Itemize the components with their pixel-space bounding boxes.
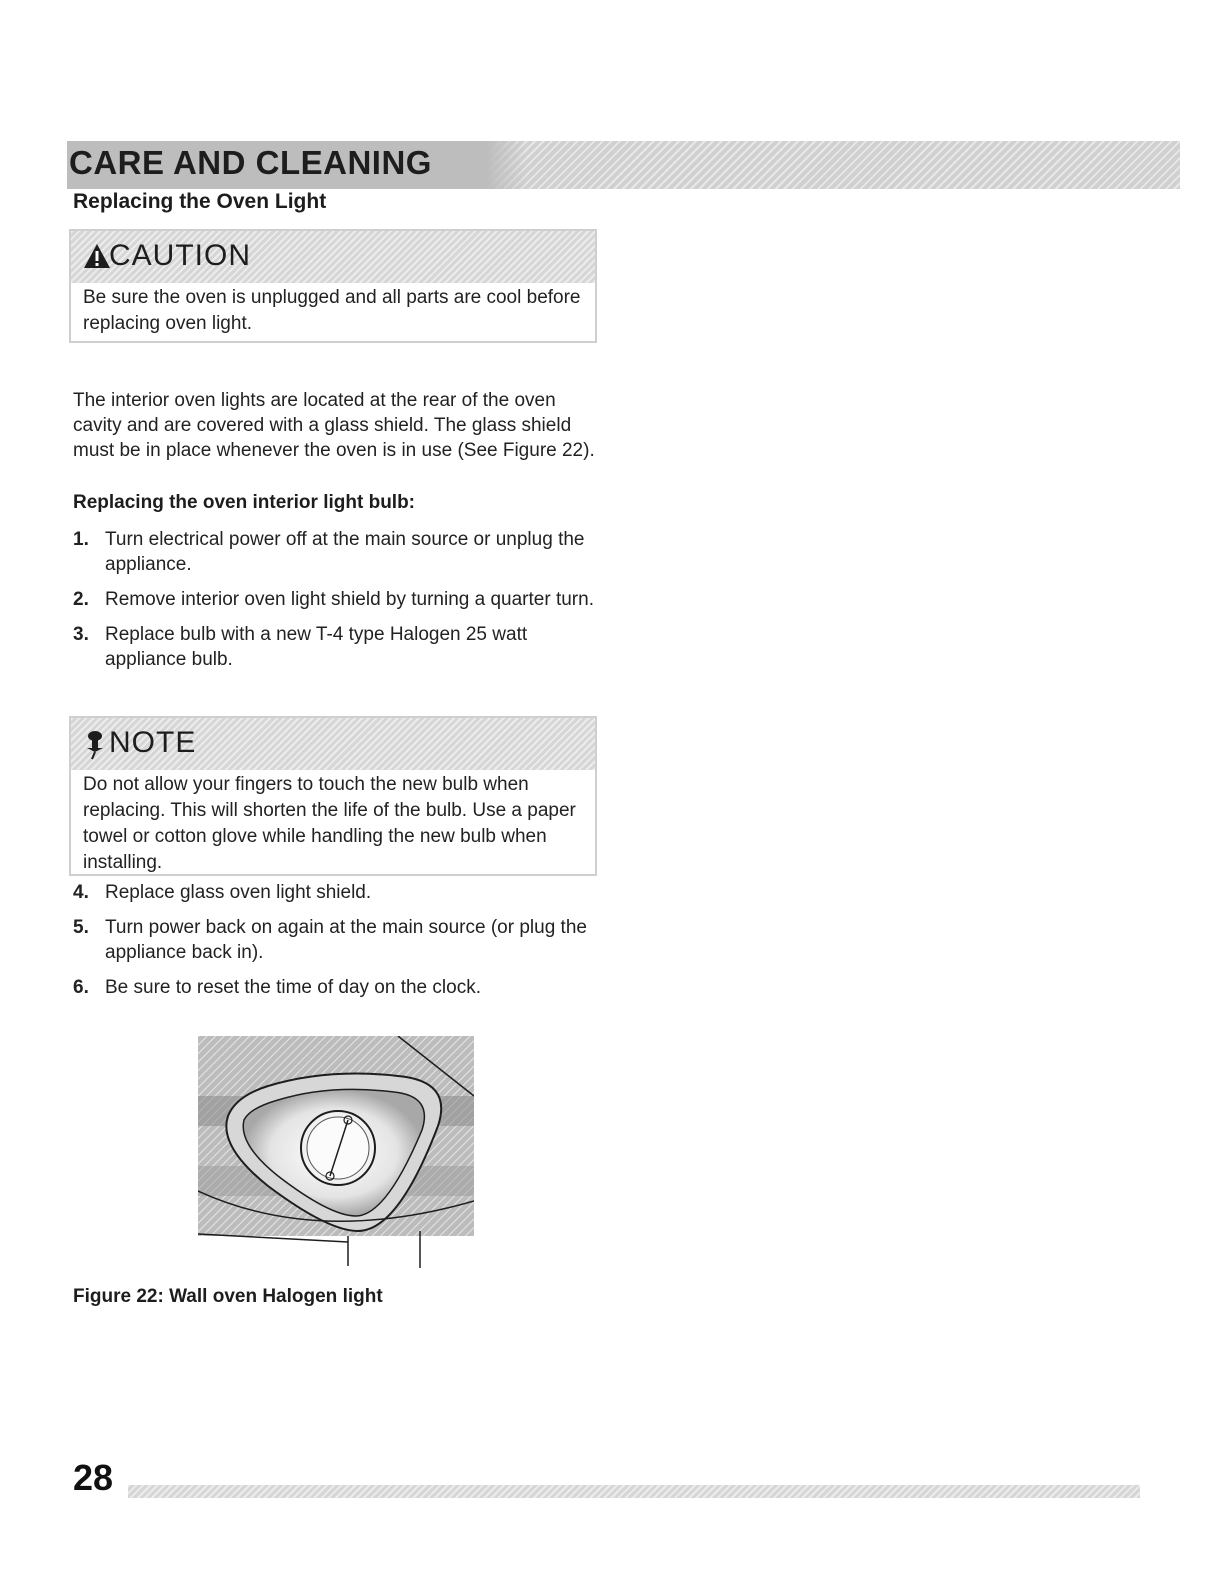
pushpin-icon [83, 730, 107, 765]
procedure-title: Replacing the oven interior light bulb: [73, 492, 416, 513]
page-number: 28 [73, 1457, 114, 1498]
step-text: Turn power back on again at the main source (or plug the appliance back in). [105, 917, 587, 963]
list-item [73, 622, 603, 672]
section-title: CARE AND CLEANING [69, 144, 432, 181]
step-number: 1. [73, 529, 89, 550]
step-text: Remove interior oven light shield by turning a quarter turn. [105, 589, 594, 610]
step-number: 6. [73, 977, 89, 998]
steps-list-part-1 [73, 527, 603, 682]
list-item [73, 527, 603, 577]
note-header [71, 718, 595, 770]
list-item [73, 915, 603, 965]
caution-box [69, 229, 597, 343]
list-item [73, 975, 603, 1000]
list-item [73, 587, 603, 612]
footer-band [128, 1485, 1140, 1498]
warning-triangle-icon [83, 243, 111, 274]
step-number: 2. [73, 589, 89, 610]
figure-caption: Figure 22: Wall oven Halogen light [73, 1286, 383, 1307]
steps-list-part-2 [73, 880, 603, 1010]
caution-text: Be sure the oven is unplugged and all parts are cool before replacing oven light. [83, 287, 581, 334]
caution-label: CAUTION [109, 239, 251, 272]
list-item [73, 880, 603, 905]
step-text: Replace glass oven light shield. [105, 882, 372, 903]
oven-light-illustration [198, 1036, 474, 1270]
step-text: Replace bulb with a new T-4 type Halogen 25 watt appliance bulb. [105, 624, 528, 670]
note-text: Do not allow your fingers to touch the new bulb when replacing. This will shorten the life of the bulb. Use a paper towel or cotton glove while handling the new bulb when installing. [83, 774, 576, 873]
step-text: Be sure to reset the time of day on the clock. [105, 977, 481, 998]
intro-paragraph: The interior oven lights are located at the rear of the oven cavity and are covered with a glass shield. The glass shield must be in place whenever the oven is in use (See Figure 22). [73, 390, 595, 461]
note-box [69, 716, 597, 876]
note-label: NOTE [109, 726, 197, 759]
step-number: 3. [73, 624, 89, 645]
step-number: 5. [73, 917, 89, 938]
step-number: 4. [73, 882, 89, 903]
caution-header [71, 231, 595, 283]
step-text: Turn electrical power off at the main source or unplug the appliance. [105, 529, 585, 575]
page-heading: Replacing the Oven Light [73, 190, 327, 213]
